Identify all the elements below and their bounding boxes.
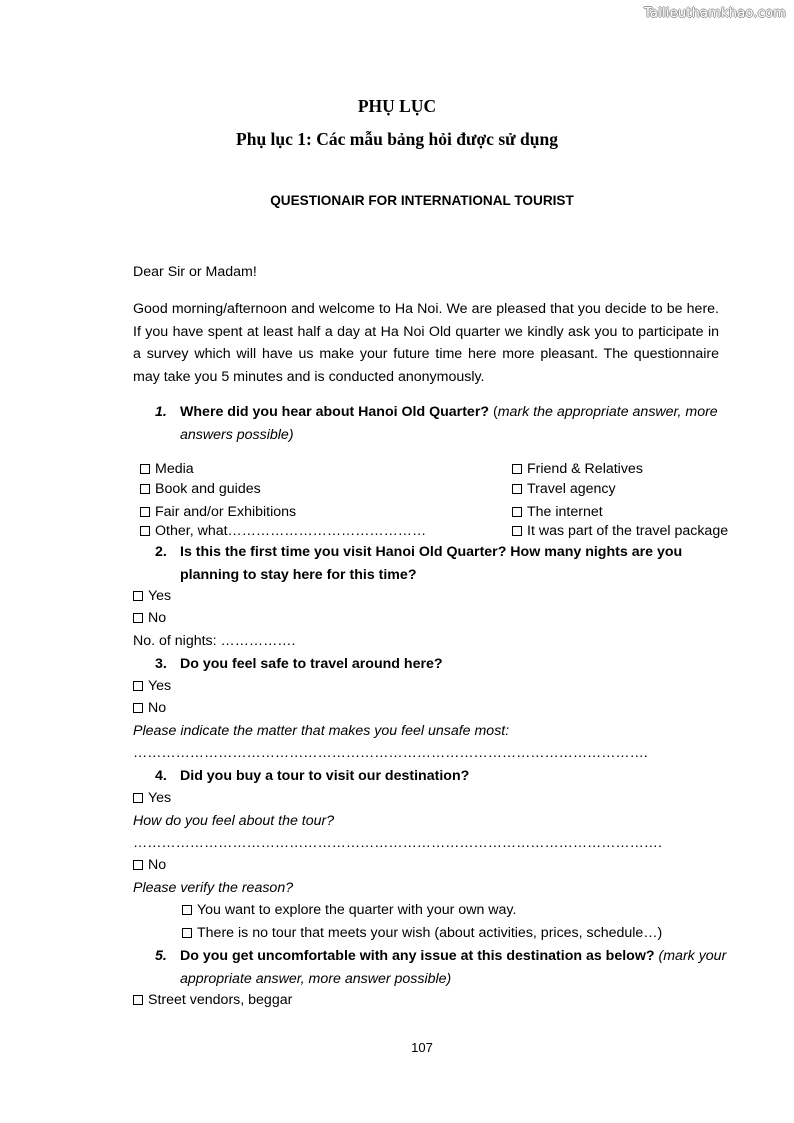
q2-nights-field[interactable]: No. of nights: ……………. [133,633,296,649]
question-4-number: 4. [155,768,167,784]
checkbox-icon[interactable] [133,591,143,601]
option-label: Yes [148,588,172,604]
q4-prompt-yes: How do you feel about the tour? [133,813,335,829]
option-label: Friend & Relatives [527,461,643,477]
q4-prompt-no: Please verify the reason? [133,880,294,896]
option-label: You want to explore the quarter with your own way. [197,902,517,918]
q4-option-yes[interactable] [133,790,171,807]
option-label: Fair and/or Exhibitions [155,504,297,520]
watermark: Tailieuthamkhao.com [644,6,786,21]
checkbox-icon[interactable] [140,484,150,494]
question-1-text: Where did you hear about Hanoi Old Quarter? [180,404,490,420]
q1-option-books[interactable] [140,481,261,498]
option-label: Street vendors, beggar [148,992,293,1008]
option-label: No [148,610,167,626]
checkbox-icon[interactable] [133,995,143,1005]
option-label: Other, what…………………………………… [155,523,427,539]
question-5 [155,945,745,990]
q4-reason-own-way[interactable] [182,902,516,919]
checkbox-icon[interactable] [140,507,150,517]
question-4 [155,765,745,788]
question-5-note: (mark your appropriate answer, more answer possible) [180,948,727,987]
q1-option-other[interactable] [140,523,426,540]
option-label: Yes [148,678,172,694]
q4-reason-no-tour[interactable] [182,925,662,942]
page-number: 107 [411,1040,433,1055]
question-1-note: mark the appropriate answer, more answers possible) [180,404,718,443]
q4-answer-line[interactable]: …………………………………………………………………………………………………. [133,835,662,851]
checkbox-icon[interactable] [133,860,143,870]
option-label: No [148,700,167,716]
question-3-number: 3. [155,656,167,672]
question-2 [155,541,745,586]
checkbox-icon[interactable] [133,793,143,803]
question-1-number: 1. [155,404,167,420]
question-2-text: Is this the first time you visit Hanoi Old Quarter? How many nights are you planning to stay here for this time? [180,544,683,583]
q3-option-yes[interactable] [133,678,171,695]
option-label: The internet [527,504,603,520]
option-label: Book and guides [155,481,261,497]
question-1-note-open: ( [489,404,498,420]
checkbox-icon[interactable] [512,526,522,536]
option-label: Media [155,461,194,477]
q2-option-no[interactable] [133,610,166,627]
checkbox-icon[interactable] [133,613,143,623]
intro-paragraph: Good morning/afternoon and welcome to Ha Noi. We are pleased that you decide to be here. If you have spent at least half a day at Ha Noi Old quarter we kindly ask you to participate in a survey which will have us make your future time here more pleasant. The questionnaire may take you 5 minutes and is conducted anonymously. [133,301,719,385]
q4-option-no[interactable] [133,857,166,874]
checkbox-icon[interactable] [140,464,150,474]
checkbox-icon[interactable] [182,905,192,915]
q1-option-internet[interactable] [512,504,603,521]
q1-option-friends[interactable] [512,461,643,478]
question-2-number: 2. [155,544,167,560]
q2-option-yes[interactable] [133,588,171,605]
question-4-text: Did you buy a tour to visit our destination? [180,768,470,784]
question-1 [155,401,745,446]
checkbox-icon[interactable] [140,526,150,536]
q3-option-no[interactable] [133,700,166,717]
q5-option-street-vendors[interactable] [133,992,292,1009]
greeting: Dear Sir or Madam! [133,264,257,280]
option-label: Yes [148,790,172,806]
q1-option-package[interactable] [512,523,728,540]
option-label: No [148,857,167,873]
question-3-text: Do you feel safe to travel around here? [180,656,443,672]
option-label: It was part of the travel package [527,523,729,539]
checkbox-icon[interactable] [512,484,522,494]
checkbox-icon[interactable] [182,928,192,938]
q1-option-travel-agency[interactable] [512,481,616,498]
checkbox-icon[interactable] [133,703,143,713]
q3-answer-line[interactable]: ………………………………………………………………………………………………. [133,745,648,761]
page-subheading: Phụ lục 1: Các mẫu bảng hỏi được sử dụng [236,129,558,149]
q3-prompt: Please indicate the matter that makes you feel unsafe most: [133,723,510,739]
question-3 [155,653,745,676]
q1-option-fairs[interactable] [140,504,296,521]
option-label: There is no tour that meets your wish (about activities, prices, schedule…) [197,925,663,941]
option-label: Travel agency [527,481,616,497]
checkbox-icon[interactable] [133,681,143,691]
question-5-number: 5. [155,948,167,964]
q1-option-media[interactable] [140,461,194,478]
checkbox-icon[interactable] [512,464,522,474]
page-heading: PHỤ LỤC [357,96,437,116]
questionnaire-title: QUESTIONAIR FOR INTERNATIONAL TOURIST [270,193,574,208]
question-5-text: Do you get uncomfortable with any issue at this destination as below? [180,948,655,964]
checkbox-icon[interactable] [512,507,522,517]
